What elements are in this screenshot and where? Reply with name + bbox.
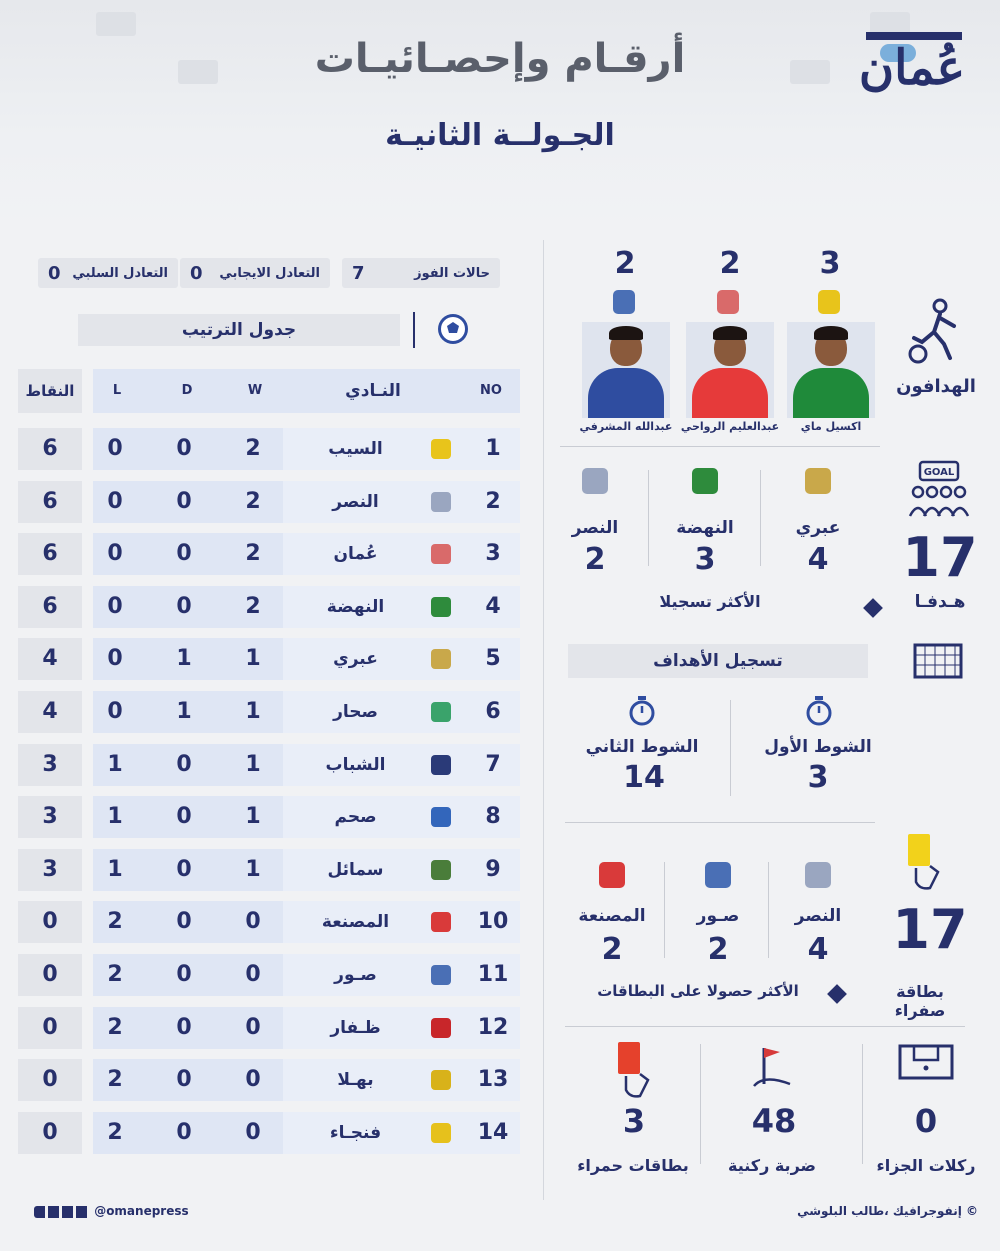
stopwatch-icon [628,696,656,726]
table-header [93,369,520,413]
team-name: صـور [696,906,740,926]
positive-draw-pill [180,258,330,288]
cell-rank: 6 [485,699,501,724]
cell-l: 1 [107,857,123,882]
column-header-club: النـادي [345,381,401,401]
cell-stats [93,849,283,891]
team-name: النهضة [676,518,734,538]
club-badge-icon [431,1123,451,1143]
team-name: عبري [795,518,841,538]
cell-d: 1 [176,646,192,671]
club-name: فنجـاء [329,1123,382,1143]
club-badge-icon [431,755,451,775]
cell-stats [93,744,283,786]
cell-d: 0 [176,436,192,461]
cell-d: 0 [176,1067,192,1092]
divider [730,700,731,796]
cell-l: 0 [107,436,123,461]
scorer-name: اكسيل ماي [800,420,862,433]
team-name: النصر [794,906,842,926]
cell-rank: 2 [485,489,501,514]
table-row [18,1112,520,1154]
cell-club [283,796,520,838]
club-name: صـور [334,965,377,985]
cell-stats [93,533,283,575]
table-row [18,1007,520,1049]
cell-rank: 1 [485,436,501,461]
cell-w: 1 [245,857,261,882]
negative-draw-label: التعادل السلبي [72,265,168,281]
cell-points: 4 [18,638,82,680]
total-goals-value: 17 [902,526,978,589]
cell-points: 0 [18,1112,82,1154]
divider [700,1044,701,1164]
cell-stats [93,691,283,733]
cell-points: 3 [18,744,82,786]
positive-draw-label: التعادل الايجابي [219,265,320,281]
cell-l: 0 [107,489,123,514]
cell-points: 0 [18,1007,82,1049]
most-cards-label: الأكثر حصولا على البطاقات [597,982,799,1000]
cell-l: 2 [107,909,123,934]
club-badge-icon [431,544,451,564]
positive-draw-value: 0 [190,262,203,284]
second-half-value: 14 [623,760,665,795]
cell-w: 1 [245,804,261,829]
cell-rank: 12 [477,1015,509,1040]
divider [560,446,880,447]
cell-points: 6 [18,428,82,470]
divider [565,822,875,823]
cell-stats [93,428,283,470]
cell-stats [93,1059,283,1101]
cell-rank: 4 [485,594,501,619]
floodlight-icon [178,60,218,84]
scorer-goals: 2 [614,246,636,281]
table-row [18,481,520,523]
cell-rank: 13 [477,1067,509,1092]
cell-club [283,849,520,891]
table-row [18,586,520,628]
divider [648,470,649,566]
table-row [18,744,520,786]
second-half-label: الشوط الثاني [585,737,699,757]
cell-club [283,901,520,943]
club-badge-icon [431,1018,451,1038]
cell-d: 0 [176,1120,192,1145]
cell-l: 0 [107,646,123,671]
cell-l: 2 [107,962,123,987]
wins-value: 7 [352,262,365,284]
yellow-card-icon [902,832,944,892]
club-badge-icon [431,649,451,669]
divider [664,862,665,958]
cell-rank: 7 [485,752,501,777]
cell-w: 0 [245,1120,261,1145]
cell-stats [93,481,283,523]
cell-stats [93,1007,283,1049]
cell-d: 0 [176,752,192,777]
club-badge-icon [431,912,451,932]
club-name: النهضة [326,597,385,617]
cell-w: 0 [245,1015,261,1040]
club-badge-icon [431,807,451,827]
cell-w: 2 [245,541,261,566]
cell-d: 0 [176,857,192,882]
club-badge-icon [705,862,731,888]
cell-w: 1 [245,646,261,671]
club-badge-icon [717,290,739,314]
club-name: النصر [332,492,379,512]
table-row [18,954,520,996]
club-badge-icon [805,468,831,494]
club-name: المصنعة [321,912,390,932]
cell-d: 0 [176,909,192,934]
cell-l: 0 [107,594,123,619]
team-value: 2 [584,542,606,577]
cell-points: 6 [18,481,82,523]
cell-l: 2 [107,1120,123,1145]
cell-points: 4 [18,691,82,733]
club-name: عُمان [333,544,378,564]
diamond-marker [827,984,847,1004]
cell-club [283,533,520,575]
cell-w: 0 [245,1067,261,1092]
goal-net-icon [912,642,964,682]
divider [565,1026,965,1027]
cell-points: 0 [18,901,82,943]
club-badge-icon [431,860,451,880]
cell-d: 0 [176,489,192,514]
table-row [18,428,520,470]
football-icon [436,312,470,346]
corner-flag-icon [750,1044,794,1090]
cell-stats [93,638,283,680]
column-header-d: D [181,383,193,398]
corners-label: ضربة ركنية [728,1156,816,1175]
cell-w: 1 [245,699,261,724]
cell-rank: 10 [477,909,509,934]
team-value: 4 [807,542,829,577]
copyright-icon: © [966,1204,978,1218]
table-row [18,849,520,891]
wins-pill [342,258,500,288]
cell-club [283,954,520,996]
club-badge-icon [431,492,451,512]
column-header-w: W [247,383,263,398]
social-line [34,1204,234,1218]
red-cards-value: 3 [622,1102,646,1140]
cell-points: 6 [18,533,82,575]
cell-club [283,691,520,733]
cell-club [283,744,520,786]
cell-stats [93,796,283,838]
page-title: أرقـام وإحصـائيـات [314,36,686,82]
cell-d: 0 [176,962,192,987]
negative-draw-value: 0 [48,262,61,284]
first-half-value: 3 [807,760,829,795]
scorers-label: الهدافون [896,376,976,397]
scorer-player-icon [900,298,970,364]
team-value: 3 [694,542,716,577]
floodlight-icon [96,12,136,36]
cell-d: 0 [176,1015,192,1040]
first-half-label: الشوط الأول [764,737,872,757]
table-row [18,796,520,838]
cell-l: 0 [107,699,123,724]
cell-rank: 3 [485,541,501,566]
divider [760,470,761,566]
wins-label: حالات الفوز [414,265,490,281]
table-row [18,1059,520,1101]
cell-rank: 11 [477,962,509,987]
club-badge-icon [431,1070,451,1090]
cell-points: 0 [18,1059,82,1101]
social-icons [34,1206,90,1218]
cell-club [283,428,520,470]
table-row [18,638,520,680]
round-title: الجـولــة الثانيـة [385,118,615,153]
club-badge-icon [692,468,718,494]
penalties-label: ركلات الجزاء [876,1156,976,1175]
cell-l: 0 [107,541,123,566]
cell-l: 2 [107,1067,123,1092]
cell-w: 1 [245,752,261,777]
oman-newspaper-logo: عُمان [858,30,966,112]
club-badge-icon [599,862,625,888]
cell-stats [93,901,283,943]
club-badge-icon [431,439,451,459]
cell-w: 0 [245,909,261,934]
cell-d: 0 [176,541,192,566]
club-name: ظـفار [330,1018,381,1038]
column-header-no: NO [480,383,502,398]
team-value: 4 [807,932,829,967]
corners-value: 48 [751,1102,797,1140]
club-badge-icon [582,468,608,494]
column-divider [543,240,544,1200]
cell-points: 3 [18,849,82,891]
scorer-photo [686,322,774,418]
scorer-name: عبدالله المشرفي [579,420,673,433]
cell-d: 0 [176,594,192,619]
table-row [18,691,520,733]
svg-text:GOAL: GOAL [923,467,955,478]
cell-w: 2 [245,489,261,514]
separator [413,312,415,348]
credit-text: إنفوجرافيك ،طالب البلوشي [797,1204,962,1218]
yellow-cards-total: 17 [892,898,968,961]
cell-rank: 5 [485,646,501,671]
negative-draw-pill [38,258,178,288]
club-name: صحم [334,807,377,827]
cell-w: 2 [245,436,261,461]
cell-points: 3 [18,796,82,838]
cell-club [283,481,520,523]
table-row [18,533,520,575]
goal-timing-title: تسجيل الأهداف [568,644,868,678]
club-name: السيب [328,439,383,459]
cell-club [283,1059,520,1101]
diamond-marker [863,598,883,618]
team-value: 2 [601,932,623,967]
cell-rank: 9 [485,857,501,882]
club-name: بهـلا [337,1070,374,1090]
credit-line [778,1204,978,1218]
divider [862,1044,863,1164]
cell-w: 2 [245,594,261,619]
column-header-points: النقاط [18,369,82,413]
total-goals-label: هـدفـا [914,592,966,612]
cell-club [283,638,520,680]
club-badge-icon [431,965,451,985]
yellow-cards-label: بطاقة صفراء [894,982,946,1020]
standings-title: جدول الترتيب [78,314,400,346]
scorer-goals: 2 [719,246,741,281]
penalties-value: 0 [914,1102,938,1140]
stadium-background [0,0,1000,230]
scorer-photo [787,322,875,418]
most-scoring-label: الأكثر تسجيلا [659,592,761,611]
scorer-photo [582,322,670,418]
red-cards-label: بطاقات حمراء [577,1156,689,1175]
cell-l: 1 [107,752,123,777]
club-badge-icon [613,290,635,314]
club-name: عبري [333,649,378,669]
cell-l: 2 [107,1015,123,1040]
club-badge-icon [805,862,831,888]
cell-rank: 14 [477,1120,509,1145]
cell-points: 6 [18,586,82,628]
cell-rank: 8 [485,804,501,829]
cell-club [283,1007,520,1049]
cell-stats [93,1112,283,1154]
scorer-name: عبدالعليم الرواحي [680,420,780,433]
floodlight-icon [790,60,830,84]
cell-w: 0 [245,962,261,987]
cell-club [283,586,520,628]
club-badge-icon [431,702,451,722]
club-badge-icon [431,597,451,617]
column-header-l: L [112,383,122,398]
cell-club [283,1112,520,1154]
social-handle: @omanepress [94,1204,189,1218]
team-name: النصر [571,518,619,538]
cell-stats [93,586,283,628]
stopwatch-icon [805,696,833,726]
penalty-box-icon [898,1044,954,1084]
club-name: سمائل [327,860,384,880]
team-value: 2 [707,932,729,967]
club-badge-icon [818,290,840,314]
red-card-icon [612,1040,654,1100]
table-row [18,901,520,943]
cell-l: 1 [107,804,123,829]
goal-crowd-icon [908,458,972,520]
cell-d: 1 [176,699,192,724]
cell-stats [93,954,283,996]
club-name: صحار [333,702,378,722]
cell-points: 0 [18,954,82,996]
scorer-goals: 3 [819,246,841,281]
team-name: المصنعة [578,906,646,926]
club-name: الشباب [325,755,386,775]
divider [768,862,769,958]
cell-d: 0 [176,804,192,829]
